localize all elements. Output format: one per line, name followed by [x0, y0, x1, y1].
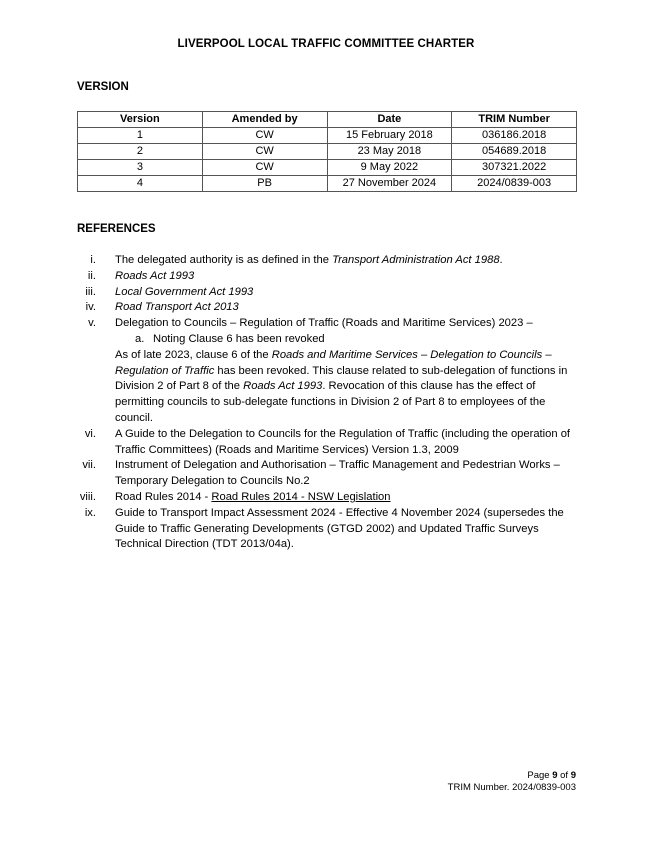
cell-amended-by: CW	[202, 128, 327, 144]
version-table	[77, 111, 577, 192]
list-item-number: iv.	[85, 301, 96, 314]
page-label: Page	[527, 770, 553, 781]
list-item	[77, 427, 577, 459]
cell-trim-number: 2024/0839-003	[452, 176, 577, 192]
cell-amended-by: CW	[202, 160, 327, 176]
references-heading: REFERENCES	[77, 223, 156, 235]
sub-list-item	[115, 332, 577, 348]
note-text: As of late 2023, clause 6 of the	[115, 348, 272, 361]
act-title: Transport Administration Act 1988	[332, 254, 500, 266]
reference-text: Instrument of Delegation and Authorisation – Traffic Management and Pedestrian Works – Temporary Delegation to Councils No.2	[115, 459, 560, 488]
page-of-label: of	[557, 770, 571, 781]
list-item-number: vii.	[82, 459, 96, 472]
page-footer	[448, 770, 576, 794]
sub-list-item-letter: a.	[135, 332, 145, 345]
note-text: has been revoked. This clause related to sub-delegation of functions in Division 2 of Part 8 of the	[115, 364, 568, 393]
act-title: Local Government Act 1993	[115, 285, 254, 298]
list-item	[77, 458, 577, 490]
list-item	[77, 253, 577, 269]
column-header-amended-by: Amended by	[202, 112, 327, 128]
table-row	[78, 160, 577, 176]
table-header-row	[78, 112, 577, 128]
reference-text: Delegation to Councils – Regulation of Traffic (Roads and Maritime Services) 2023 –	[115, 317, 533, 330]
reference-text: The delegated authority is as defined in the	[115, 254, 333, 266]
act-title: Roads Act 1993	[243, 380, 323, 393]
references-list	[77, 253, 577, 553]
reference-text: Guide to Transport Impact Assessment 2024 - Effective 4 November 2024 (supersedes the Guide to Traffic Generating Developments (GTGD 2002) and Updated Traffic Surveys Technical Direction (TDT 2013/04a).	[115, 506, 564, 551]
cell-trim-number: 054689.2018	[452, 144, 577, 160]
road-rules-link[interactable]: Road Rules 2014 - NSW Legislation	[211, 490, 391, 503]
list-item-number: ii.	[87, 269, 96, 282]
page-current: 9	[552, 770, 558, 781]
reference-text: A Guide to the Delegation to Councils for the Regulation of Traffic (including the operation of Traffic Committees) (Roads and Maritime Services) Version 1.3, 2009	[115, 427, 571, 456]
column-header-version: Version	[78, 112, 203, 128]
page-number	[448, 770, 576, 782]
list-item	[77, 300, 577, 316]
cell-trim-number: 307321.2022	[452, 160, 577, 176]
list-item-number: iii.	[85, 285, 96, 298]
column-header-date: Date	[327, 112, 452, 128]
cell-date: 9 May 2022	[327, 160, 452, 176]
instrument-title: Roads and Maritime Services – Delegation to Councils – Regulation of Traffic	[115, 348, 552, 377]
list-item	[77, 490, 577, 506]
cell-trim-number: 036186.2018	[452, 128, 577, 144]
column-header-trim-number: TRIM Number	[452, 112, 577, 128]
list-item-number: i.	[90, 254, 96, 266]
cell-date: 15 February 2018	[327, 128, 452, 144]
revocation-note	[115, 348, 577, 427]
punctuation: .	[499, 254, 503, 266]
cell-amended-by: PB	[202, 176, 327, 192]
table-row	[78, 144, 577, 160]
list-item	[77, 269, 577, 285]
act-title: Road Transport Act 2013	[115, 301, 239, 314]
list-item-number: ix.	[84, 506, 96, 519]
version-heading: VERSION	[77, 81, 129, 93]
table-row	[78, 128, 577, 144]
cell-version: 3	[78, 160, 203, 176]
document-title: LIVERPOOL LOCAL TRAFFIC COMMITTEE CHARTER	[177, 38, 475, 50]
footer-trim-number: TRIM Number. 2024/0839-003	[447, 782, 576, 793]
act-title: Roads Act 1993	[115, 269, 195, 282]
cell-date: 27 November 2024	[327, 176, 452, 192]
cell-version: 1	[78, 128, 203, 144]
cell-version: 4	[78, 176, 203, 192]
list-item-number: v.	[88, 317, 96, 330]
list-item	[77, 316, 577, 427]
table-row	[78, 176, 577, 192]
cell-date: 23 May 2018	[327, 144, 452, 160]
list-item-number: vi.	[84, 427, 96, 440]
cell-amended-by: CW	[202, 144, 327, 160]
list-item	[77, 285, 577, 301]
cell-version: 2	[78, 144, 203, 160]
list-item	[77, 506, 577, 553]
page-total: 9	[570, 770, 576, 781]
sub-list-item-text: Noting Clause 6 has been revoked	[153, 332, 325, 345]
list-item-number: viii.	[79, 490, 96, 503]
note-text: . Revocation of this clause has the effect of permitting councils to sub-delegate functions in Division 2 of Part 8 to employees of the council.	[115, 380, 546, 424]
reference-text: Road Rules 2014 -	[115, 490, 212, 503]
